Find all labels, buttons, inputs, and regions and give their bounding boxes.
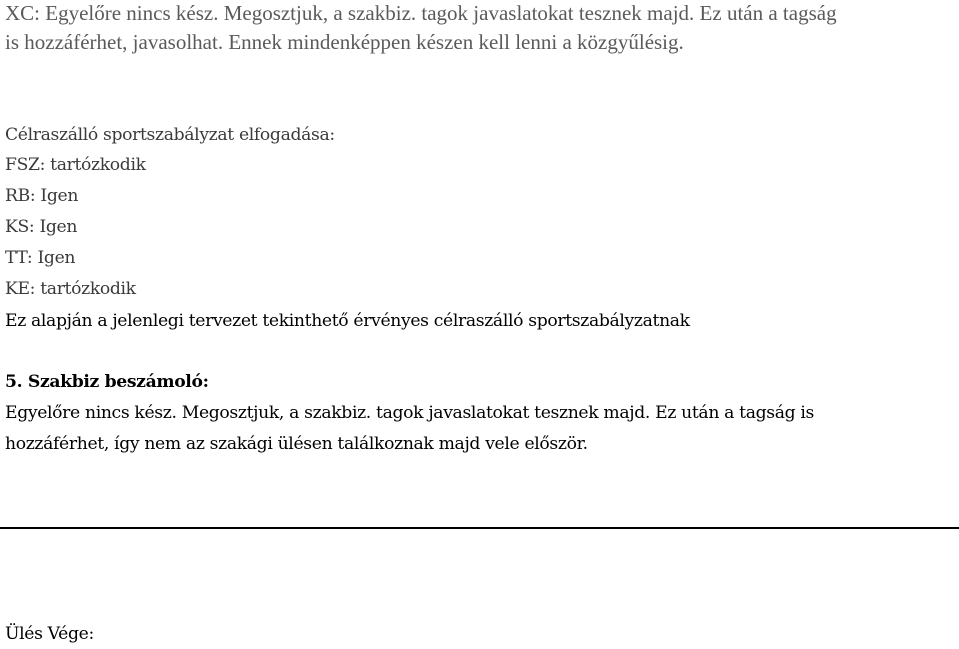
vote-conclusion: Ez alapján a jelenlegi tervezet tekinthető érvényes célraszálló sportszabályzatnak <box>5 311 690 331</box>
horizontal-divider <box>0 527 959 529</box>
meeting-end-label: Ülés Vége: <box>5 624 94 644</box>
section-5-line-1: Egyelőre nincs kész. Megosztjuk, a szakbiz. tagok javaslatokat tesznek majd. Ez után a tagság is <box>5 403 815 423</box>
vote-entry-tt: TT: Igen <box>5 248 76 268</box>
section-5-line-2: hozzáférhet, így nem az szakági ülésen találkoznak majd vele először. <box>5 434 588 454</box>
vote-entry-ke: KE: tartózkodik <box>5 279 136 299</box>
top-note-line-2: is hozzáférhet, javasolhat. Ennek mindenképpen készen kell lenni a közgyűlésig. <box>5 30 684 54</box>
vote-entry-rb: RB: Igen <box>5 186 79 206</box>
section-5-heading: 5. Szakbiz beszámoló: <box>5 372 209 392</box>
vote-entry-fsz: FSZ: tartózkodik <box>5 155 146 175</box>
vote-entry-ks: KS: Igen <box>5 217 78 237</box>
vote-heading: Célraszálló sportszabályzat elfogadása: <box>5 125 335 145</box>
top-note-line-1: XC: Egyelőre nincs kész. Megosztjuk, a szakbiz. tagok javaslatokat tesznek majd. Ez után a tagság <box>5 1 837 25</box>
